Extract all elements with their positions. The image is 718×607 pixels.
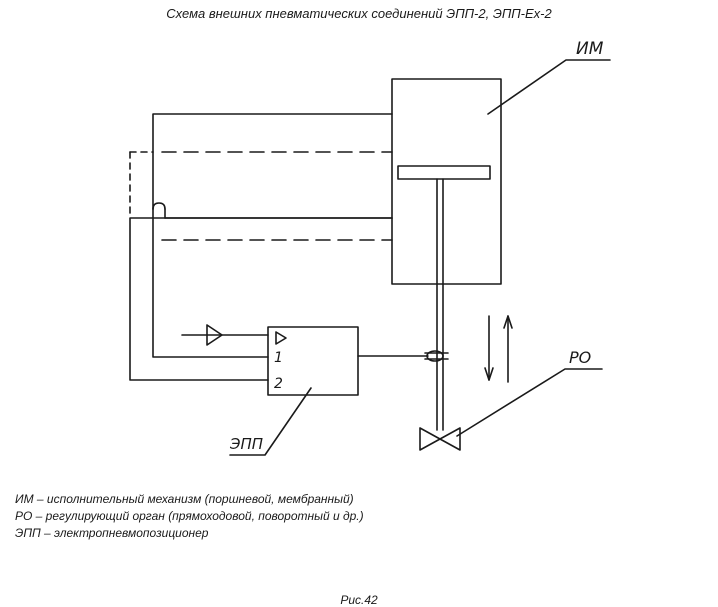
pneumatic-line-upper xyxy=(153,114,392,209)
actuator-body xyxy=(392,79,501,284)
actuator-label: ИМ xyxy=(576,39,604,59)
legend-item-positioner: ЭПП – электропневмопозиционер xyxy=(15,526,209,540)
regulating-valve-symbol xyxy=(420,428,460,450)
positioner-label: ЭПП xyxy=(230,435,264,453)
figure-caption: Рис.42 xyxy=(340,593,378,607)
legend-item-regulating-body: РО – регулирующий орган (прямоходовой, поворотный и др.) xyxy=(15,509,364,523)
pneumatic-line-lower xyxy=(130,218,392,380)
port-1-label: 1 xyxy=(274,350,283,366)
supply-port-symbol xyxy=(276,332,286,344)
legend-item-actuator: ИМ – исполнительный механизм (поршневой, мембранный) xyxy=(15,492,354,506)
actuator-leader xyxy=(488,60,610,114)
diagram-title: Схема внешних пневматических соединений ЭПП-2, ЭПП-Ex-2 xyxy=(166,6,552,21)
stroke-direction-arrows xyxy=(485,316,512,382)
port-2-label: 2 xyxy=(274,376,283,392)
actuator-piston xyxy=(398,166,490,179)
legend xyxy=(15,491,364,542)
regulating-body-leader xyxy=(457,369,602,436)
regulating-body-label: РО xyxy=(569,348,592,367)
line-crossover-hop xyxy=(153,203,165,209)
